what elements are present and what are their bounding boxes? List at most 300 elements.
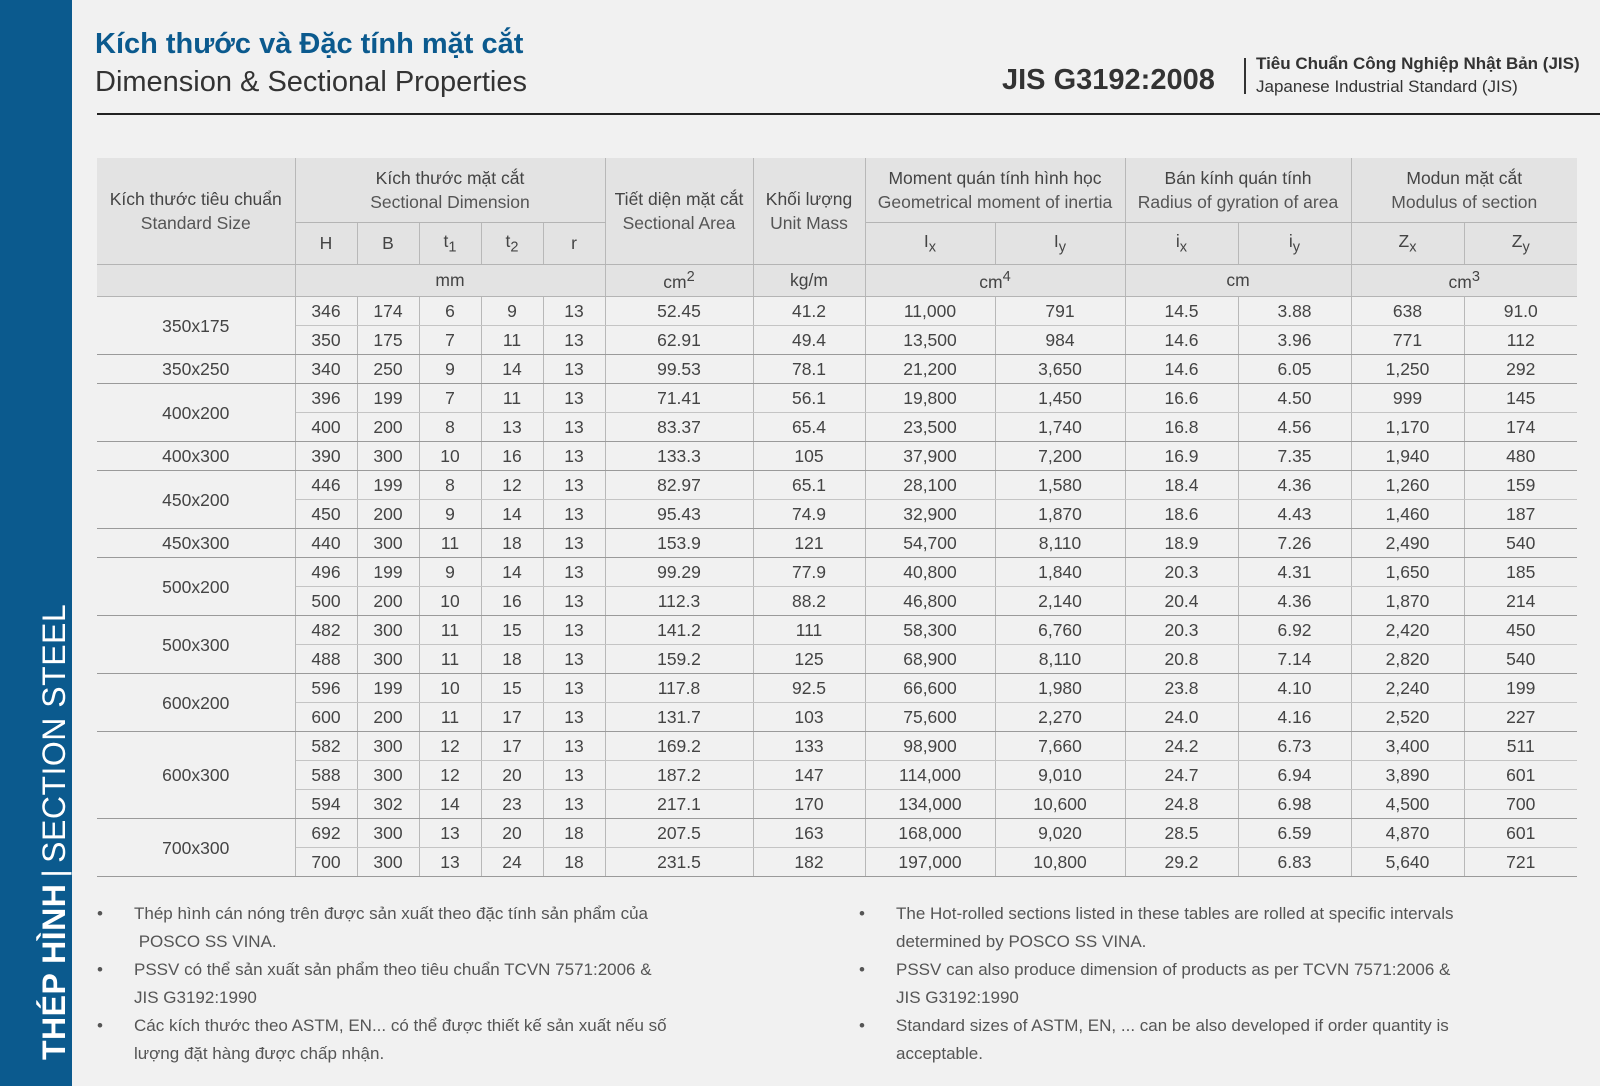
table-cell: 4.43 <box>1238 500 1351 529</box>
table-cell: 6,760 <box>995 616 1125 645</box>
header-rule <box>97 113 1600 115</box>
col-t1: $t_1$ <box>419 223 481 265</box>
table-cell: 214 <box>1464 587 1577 616</box>
table-cell: 23 <box>481 790 543 819</box>
table-cell: 13 <box>543 442 605 471</box>
table-cell: 450 <box>295 500 357 529</box>
table-cell: 200 <box>357 587 419 616</box>
table-cell: 3,650 <box>995 355 1125 384</box>
standard-size-cell: 500x200 <box>97 558 295 616</box>
table-cell: 4.36 <box>1238 471 1351 500</box>
table-cell: 2,140 <box>995 587 1125 616</box>
table-cell: 4.10 <box>1238 674 1351 703</box>
table-cell: 125 <box>753 645 865 674</box>
standard-size-cell: 600x300 <box>97 732 295 819</box>
header-sectional-area: Tiết diện mặt cắt Sectional Area <box>605 158 753 265</box>
table-cell: 8,110 <box>995 645 1125 674</box>
table-cell: 49.4 <box>753 326 865 355</box>
table-cell: 2,420 <box>1351 616 1464 645</box>
table-cell: 182 <box>753 848 865 877</box>
table-cell: 14 <box>419 790 481 819</box>
table-cell: 11 <box>481 326 543 355</box>
standard-size-cell: 600x200 <box>97 674 295 732</box>
table-cell: 350 <box>295 326 357 355</box>
table-cell: 6 <box>419 297 481 326</box>
table-cell: 21,200 <box>865 355 995 384</box>
note-line: Các kích thước theo ASTM, EN... có thể được thiết kế sản xuất nếu số <box>134 1016 667 1035</box>
properties-table <box>97 158 1577 877</box>
table-cell: 54,700 <box>865 529 995 558</box>
table-row <box>97 819 1577 848</box>
table-cell: 3.96 <box>1238 326 1351 355</box>
table-cell: 6.98 <box>1238 790 1351 819</box>
table-cell: 174 <box>357 297 419 326</box>
table-cell: 14 <box>481 355 543 384</box>
table-cell: 450 <box>1464 616 1577 645</box>
table-cell: 4.50 <box>1238 384 1351 413</box>
table-cell: 14.6 <box>1125 355 1238 384</box>
bullet-icon: • <box>859 1016 865 1035</box>
table-cell: 112 <box>1464 326 1577 355</box>
table-cell: 2,820 <box>1351 645 1464 674</box>
table-row <box>97 732 1577 761</box>
table-cell: 58,300 <box>865 616 995 645</box>
table-cell: 13 <box>543 703 605 732</box>
table-row <box>97 326 1577 355</box>
table-cell: 6.05 <box>1238 355 1351 384</box>
unit-mass: kg/m <box>753 265 865 297</box>
sidebar-label-bold: THÉP HÌNH <box>36 883 72 1060</box>
table-cell: 46,800 <box>865 587 995 616</box>
table-cell: 9,010 <box>995 761 1125 790</box>
table-cell: 17 <box>481 732 543 761</box>
table-cell: 1,980 <box>995 674 1125 703</box>
table-cell: 18 <box>481 645 543 674</box>
header-moment-of-inertia: Moment quán tính hình học Geometrical moment of inertia <box>865 158 1125 223</box>
table-cell: 199 <box>357 384 419 413</box>
table-cell: 32,900 <box>865 500 995 529</box>
table-cell: 5,640 <box>1351 848 1464 877</box>
table-cell: 7,660 <box>995 732 1125 761</box>
table-cell: 77.9 <box>753 558 865 587</box>
bullet-icon: • <box>859 960 865 979</box>
table-row <box>97 848 1577 877</box>
standard-size-cell: 450x200 <box>97 471 295 529</box>
table-cell: 13 <box>543 645 605 674</box>
page-title-en: Dimension & Sectional Properties <box>95 66 527 98</box>
table-cell: 11 <box>419 616 481 645</box>
table-cell: 2,240 <box>1351 674 1464 703</box>
bullet-icon: • <box>97 1016 103 1035</box>
table-cell: 7.35 <box>1238 442 1351 471</box>
table-cell: 20.3 <box>1125 616 1238 645</box>
col-r: r <box>543 223 605 265</box>
table-cell: 300 <box>357 761 419 790</box>
table-cell: 446 <box>295 471 357 500</box>
table-cell: 13 <box>543 500 605 529</box>
table-cell: 114,000 <box>865 761 995 790</box>
note-item <box>859 956 1509 1012</box>
table-cell: 163 <box>753 819 865 848</box>
table-cell: 582 <box>295 732 357 761</box>
table-cell: 168,000 <box>865 819 995 848</box>
table-row <box>97 500 1577 529</box>
table-cell: 24.0 <box>1125 703 1238 732</box>
table-cell: 6.92 <box>1238 616 1351 645</box>
table-cell: 207.5 <box>605 819 753 848</box>
table-cell: 300 <box>357 442 419 471</box>
table-cell: 18.4 <box>1125 471 1238 500</box>
standard-size-cell: 400x200 <box>97 384 295 442</box>
table-cell: 340 <box>295 355 357 384</box>
standard-size-cell: 450x300 <box>97 529 295 558</box>
table-cell: 18 <box>481 529 543 558</box>
table-cell: 13 <box>419 819 481 848</box>
table-cell: 540 <box>1464 645 1577 674</box>
table-cell: 440 <box>295 529 357 558</box>
table-cell: 4.56 <box>1238 413 1351 442</box>
table-cell: 62.91 <box>605 326 753 355</box>
table-row <box>97 587 1577 616</box>
table-cell: 141.2 <box>605 616 753 645</box>
table-cell: 88.2 <box>753 587 865 616</box>
table-cell: 300 <box>357 645 419 674</box>
table-cell: 601 <box>1464 819 1577 848</box>
table-row <box>97 413 1577 442</box>
note-line: Standard sizes of ASTM, EN, ... can be also developed if order quantity is <box>896 1016 1449 1035</box>
col-h: H <box>295 223 357 265</box>
table-cell: 3,400 <box>1351 732 1464 761</box>
table-cell: 18.9 <box>1125 529 1238 558</box>
table-cell: 199 <box>357 471 419 500</box>
table-cell: 11 <box>419 645 481 674</box>
col-zy: $Z_y$ <box>1464 223 1577 265</box>
table-cell: 10 <box>419 442 481 471</box>
table-cell: 7 <box>419 384 481 413</box>
table-cell: 20.4 <box>1125 587 1238 616</box>
table-cell: 2,270 <box>995 703 1125 732</box>
table-row <box>97 384 1577 413</box>
table-row <box>97 529 1577 558</box>
header-radius-of-gyration: Bán kính quán tính Radius of gyration of area <box>1125 158 1351 223</box>
table-cell: 9 <box>419 355 481 384</box>
table-cell: 346 <box>295 297 357 326</box>
table-cell: 8 <box>419 471 481 500</box>
table-cell: 75,600 <box>865 703 995 732</box>
table-cell: 638 <box>1351 297 1464 326</box>
unit-blank <box>97 265 295 297</box>
table-cell: 1,170 <box>1351 413 1464 442</box>
header-standard-size: Kích thước tiêu chuẩn Standard Size <box>97 158 295 265</box>
note-line: PSSV can also produce dimension of products as per TCVN 7571:2006 & <box>896 960 1451 979</box>
table-cell: 18 <box>543 848 605 877</box>
table-cell: 721 <box>1464 848 1577 877</box>
table-cell: 300 <box>357 616 419 645</box>
table-cell: 134,000 <box>865 790 995 819</box>
table-cell: 10 <box>419 587 481 616</box>
table-cell: 300 <box>357 732 419 761</box>
table-cell: 13 <box>543 616 605 645</box>
table-cell: 4.31 <box>1238 558 1351 587</box>
table-cell: 1,650 <box>1351 558 1464 587</box>
sidebar-separator: | <box>36 868 72 878</box>
table-cell: 20.8 <box>1125 645 1238 674</box>
note-line: Thép hình cán nóng trên được sản xuất theo đặc tính sản phẩm của <box>134 904 648 923</box>
table-cell: 7.26 <box>1238 529 1351 558</box>
table-cell: 91.0 <box>1464 297 1577 326</box>
table-cell: 56.1 <box>753 384 865 413</box>
table-cell: 496 <box>295 558 357 587</box>
table-cell: 10 <box>419 674 481 703</box>
table-cell: 187 <box>1464 500 1577 529</box>
table-cell: 147 <box>753 761 865 790</box>
header-sectional-dimension: Kích thước mặt cắt Sectional Dimension <box>295 158 605 223</box>
table-cell: 159.2 <box>605 645 753 674</box>
table-row <box>97 442 1577 471</box>
unit-area: $cm^2$ <box>605 265 753 297</box>
table-cell: 1,840 <box>995 558 1125 587</box>
standard-size-cell: 700x300 <box>97 819 295 877</box>
table-cell: 74.9 <box>753 500 865 529</box>
table-cell: 20 <box>481 761 543 790</box>
table-cell: 16 <box>481 587 543 616</box>
table-cell: 2,520 <box>1351 703 1464 732</box>
table-cell: 199 <box>357 674 419 703</box>
table-cell: 6.94 <box>1238 761 1351 790</box>
table-cell: 400 <box>295 413 357 442</box>
standard-divider <box>1244 58 1246 94</box>
table-cell: 78.1 <box>753 355 865 384</box>
table-cell: 250 <box>357 355 419 384</box>
unit-moment: $cm^4$ <box>865 265 1125 297</box>
table-cell: 12 <box>419 732 481 761</box>
table-cell: 83.37 <box>605 413 753 442</box>
table-cell: 28,100 <box>865 471 995 500</box>
note-line: POSCO SS VINA. <box>134 932 277 951</box>
table-cell: 13 <box>543 558 605 587</box>
table-cell: 302 <box>357 790 419 819</box>
table-cell: 601 <box>1464 761 1577 790</box>
table-cell: 112.3 <box>605 587 753 616</box>
table-cell: 65.1 <box>753 471 865 500</box>
table-cell: 8 <box>419 413 481 442</box>
table-cell: 133.3 <box>605 442 753 471</box>
notes-english <box>859 900 1509 1068</box>
table-cell: 17 <box>481 703 543 732</box>
table-cell: 153.9 <box>605 529 753 558</box>
table-cell: 15 <box>481 674 543 703</box>
table-cell: 145 <box>1464 384 1577 413</box>
table-cell: 99.29 <box>605 558 753 587</box>
table-cell: 9,020 <box>995 819 1125 848</box>
table-row <box>97 297 1577 326</box>
table-cell: 390 <box>295 442 357 471</box>
table-cell: 13 <box>419 848 481 877</box>
table-cell: 12 <box>481 471 543 500</box>
note-item <box>97 956 737 1012</box>
table-cell: 29.2 <box>1125 848 1238 877</box>
page-title-vi: Kích thước và Đặc tính mặt cắt <box>95 28 524 60</box>
table-cell: 14 <box>481 500 543 529</box>
standard-size-cell: 500x300 <box>97 616 295 674</box>
standard-name-en: Japanese Industrial Standard (JIS) <box>1256 77 1518 96</box>
table-cell: 18 <box>543 819 605 848</box>
table-cell: 37,900 <box>865 442 995 471</box>
table-cell: 13 <box>543 384 605 413</box>
table-cell: 16.8 <box>1125 413 1238 442</box>
col-iy-radius: $i_y$ <box>1238 223 1351 265</box>
table-cell: 133 <box>753 732 865 761</box>
table-cell: 12 <box>419 761 481 790</box>
table-cell: 13,500 <box>865 326 995 355</box>
table-cell: 14.6 <box>1125 326 1238 355</box>
table-cell: 984 <box>995 326 1125 355</box>
table-cell: 105 <box>753 442 865 471</box>
table-cell: 175 <box>357 326 419 355</box>
table-cell: 131.7 <box>605 703 753 732</box>
table-cell: 6.73 <box>1238 732 1351 761</box>
table-cell: 20 <box>481 819 543 848</box>
table-cell: 227 <box>1464 703 1577 732</box>
table-cell: 200 <box>357 500 419 529</box>
table-cell: 1,870 <box>1351 587 1464 616</box>
table-cell: 200 <box>357 413 419 442</box>
table-cell: 4,870 <box>1351 819 1464 848</box>
table-cell: 7,200 <box>995 442 1125 471</box>
standard-size-cell: 350x175 <box>97 297 295 355</box>
table-cell: 52.45 <box>605 297 753 326</box>
table-cell: 159 <box>1464 471 1577 500</box>
table-cell: 1,740 <box>995 413 1125 442</box>
table-cell: 10,600 <box>995 790 1125 819</box>
table-cell: 199 <box>1464 674 1577 703</box>
table-cell: 999 <box>1351 384 1464 413</box>
table-cell: 500 <box>295 587 357 616</box>
table-cell: 9 <box>481 297 543 326</box>
table-cell: 13 <box>543 790 605 819</box>
table-cell: 66,600 <box>865 674 995 703</box>
table-cell: 791 <box>995 297 1125 326</box>
table-cell: 23,500 <box>865 413 995 442</box>
table-cell: 9 <box>419 558 481 587</box>
table-cell: 20.3 <box>1125 558 1238 587</box>
note-line: PSSV có thể sản xuất sản phẩm theo tiêu chuẩn TCVN 7571:2006 & <box>134 960 652 979</box>
table-cell: 13 <box>543 413 605 442</box>
table-cell: 200 <box>357 703 419 732</box>
table-cell: 14.5 <box>1125 297 1238 326</box>
header-modulus-of-section: Modun mặt cắt Modulus of section <box>1351 158 1577 223</box>
note-item <box>859 900 1509 956</box>
table-cell: 480 <box>1464 442 1577 471</box>
table-row <box>97 761 1577 790</box>
table-cell: 40,800 <box>865 558 995 587</box>
table-cell: 596 <box>295 674 357 703</box>
table-cell: 170 <box>753 790 865 819</box>
table-row <box>97 703 1577 732</box>
table-cell: 121 <box>753 529 865 558</box>
note-line: acceptable. <box>896 1044 983 1063</box>
table-cell: 488 <box>295 645 357 674</box>
table-cell: 1,450 <box>995 384 1125 413</box>
table-cell: 71.41 <box>605 384 753 413</box>
table-cell: 65.4 <box>753 413 865 442</box>
table-cell: 540 <box>1464 529 1577 558</box>
table-cell: 396 <box>295 384 357 413</box>
standard-size-cell: 350x250 <box>97 355 295 384</box>
table-cell: 13 <box>543 355 605 384</box>
table-cell: 15 <box>481 616 543 645</box>
table-cell: 300 <box>357 819 419 848</box>
table-cell: 4.36 <box>1238 587 1351 616</box>
table-row <box>97 645 1577 674</box>
bullet-icon: • <box>97 960 103 979</box>
sidebar <box>0 0 72 1086</box>
table-cell: 16.6 <box>1125 384 1238 413</box>
table-cell: 217.1 <box>605 790 753 819</box>
note-line: The Hot-rolled sections listed in these tables are rolled at specific intervals <box>896 904 1454 923</box>
notes-vietnamese <box>97 900 737 1068</box>
table-cell: 13 <box>481 413 543 442</box>
unit-modulus: $cm^3$ <box>1351 265 1577 297</box>
table-cell: 28.5 <box>1125 819 1238 848</box>
table-row <box>97 471 1577 500</box>
table-cell: 2,490 <box>1351 529 1464 558</box>
table-cell: 9 <box>419 500 481 529</box>
table-cell: 6.83 <box>1238 848 1351 877</box>
table-cell: 692 <box>295 819 357 848</box>
table-cell: 511 <box>1464 732 1577 761</box>
table-cell: 19,800 <box>865 384 995 413</box>
table-cell: 41.2 <box>753 297 865 326</box>
table-cell: 95.43 <box>605 500 753 529</box>
col-ix-moment: $I_x$ <box>865 223 995 265</box>
note-line: JIS G3192:1990 <box>134 988 257 1007</box>
table-cell: 117.8 <box>605 674 753 703</box>
table-cell: 16 <box>481 442 543 471</box>
standard-name-vi: Tiêu Chuẩn Công Nghiệp Nhật Bản (JIS) <box>1256 54 1580 73</box>
table-cell: 1,460 <box>1351 500 1464 529</box>
table-cell: 1,870 <box>995 500 1125 529</box>
unit-mm: mm <box>295 265 605 297</box>
bullet-icon: • <box>859 904 865 923</box>
col-b: B <box>357 223 419 265</box>
table-cell: 1,940 <box>1351 442 1464 471</box>
table-cell: 18.6 <box>1125 500 1238 529</box>
table-cell: 4,500 <box>1351 790 1464 819</box>
table-cell: 4.16 <box>1238 703 1351 732</box>
table-cell: 3.88 <box>1238 297 1351 326</box>
table-cell: 8,110 <box>995 529 1125 558</box>
table-row <box>97 674 1577 703</box>
col-t2: $t_2$ <box>481 223 543 265</box>
table-cell: 14 <box>481 558 543 587</box>
table-row <box>97 616 1577 645</box>
table-cell: 11 <box>481 384 543 413</box>
note-item <box>97 900 737 956</box>
note-line: determined by POSCO SS VINA. <box>896 932 1147 951</box>
table-cell: 103 <box>753 703 865 732</box>
col-zx: $Z_x$ <box>1351 223 1464 265</box>
table-cell: 197,000 <box>865 848 995 877</box>
header-unit-mass: Khối lượng Unit Mass <box>753 158 865 265</box>
sidebar-label <box>36 604 73 1060</box>
table-cell: 98,900 <box>865 732 995 761</box>
note-item <box>97 1012 737 1068</box>
table-cell: 13 <box>543 297 605 326</box>
table-cell: 594 <box>295 790 357 819</box>
table-cell: 700 <box>295 848 357 877</box>
table-cell: 300 <box>357 529 419 558</box>
